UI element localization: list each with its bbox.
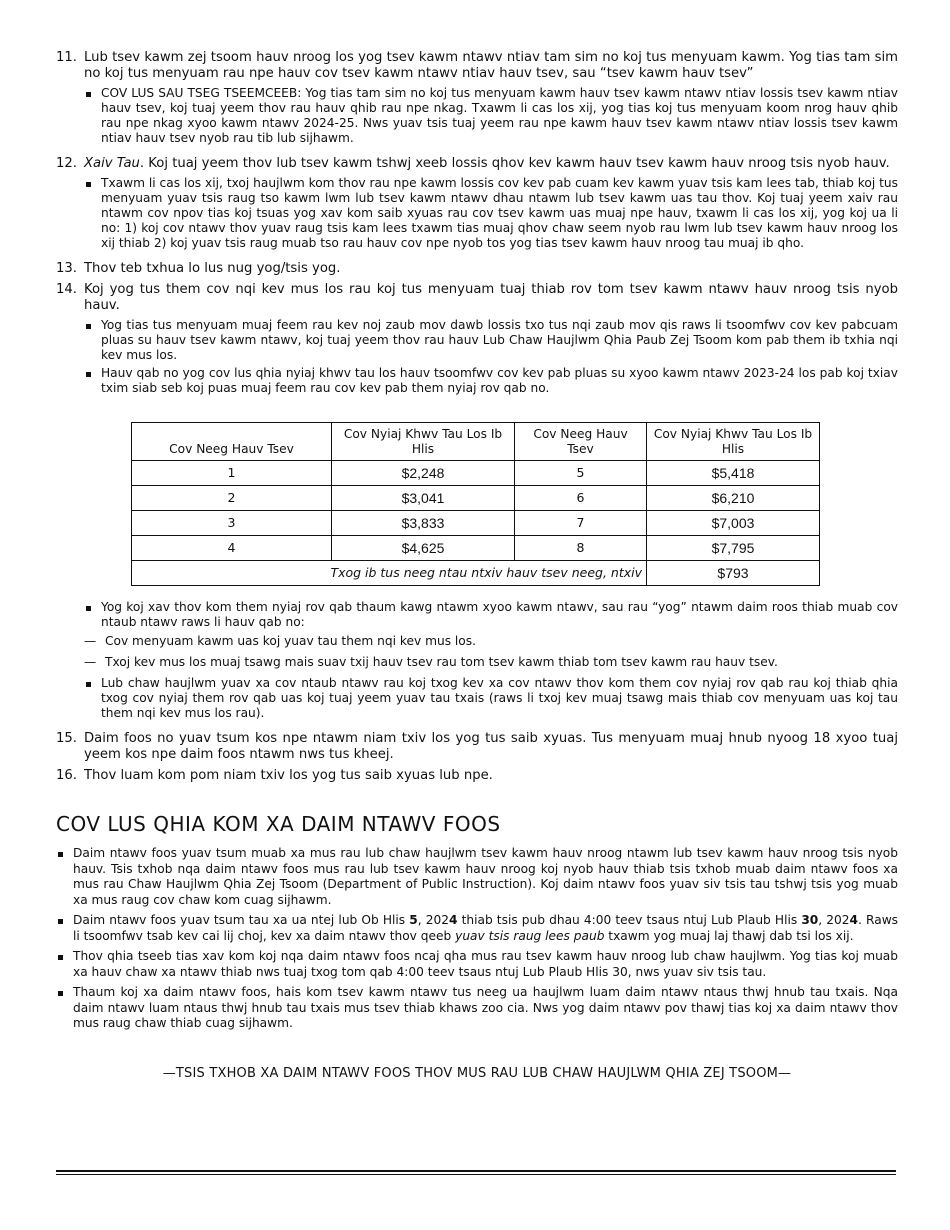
bullet-text: Thaum koj xa daim ntawv foos, hais kom tsev kawm ntawv tus neeg ua haujlwm luam daim ntawv ntaus thwj hnub tau txais. Nqa daim ntawv luam ntaus thwj hnub tau txais mus tsev thiab khaws zoo cia. Nws yog daim ntawv pov thawj tias koj xa daim ntawv thov mus raug chaw thiab cuag sijhawm.	[73, 985, 898, 1030]
col-header: Cov Nyiaj Khwv Tau Los Ib Hlis	[332, 423, 515, 461]
monthly-income: $7,795	[647, 536, 820, 561]
item-number: 13.	[56, 261, 77, 276]
household-size: 2	[132, 486, 332, 511]
table-footer-row	[132, 561, 820, 586]
list-item-15	[56, 731, 898, 763]
bullet-text: Yog tias tus menyuam muaj feem rau kev noj zaub mov dawb lossis txo tus nqi zaub mov qis raws li tsoomfwv cov kev pabcuam pluas su hauv tsev kawm ntawv, koj tuaj yeem thov rau hauv Lub Chaw Haujlwm Qhia Paub Zej Tsoom kom pab them ib txhia nqi kev mus los.	[101, 318, 898, 362]
item-text: Koj yog tus them cov nqi kev mus los rau koj tus menyuam tuaj thiab rov tom tsev kawm ntawv hauv nroog tsis nyob hauv.	[84, 282, 898, 313]
bullet-text: Daim ntawv foos yuav tsum muab xa mus rau lub chaw haujlwm tsev kawm hauv nroog ntawm lub tsev kawm hauv nroog tsis nyob hauv. Tsis txhob nqa daim ntawv foos mus rau lub tsev kawm hauv nroog koj nyob hauv thiab tsis txhob muab daim ntawv foos xa mus rau Chaw Haujlwm Qhia Zej Tsoom (Department of Public Instruction). Koj daim ntawv foos yuav siv tsis tau tshwj tsis yog muab xa mus raug cov chaw kom cuag sijhawm.	[73, 846, 898, 907]
bullet	[56, 913, 898, 944]
additional-person-label: Txog ib tus neeg ntau ntxiv hauv tsev neeg, ntxiv	[132, 561, 647, 586]
instructions-list	[56, 846, 898, 1032]
dash-item: — Cov menyuam kawm uas koj yuav tau them nqi kev mus los.	[84, 634, 476, 648]
item-number: 11.	[56, 50, 77, 65]
household-size: 6	[515, 486, 647, 511]
list-item-16	[56, 768, 898, 784]
bullet-text: Txawm li cas los xij, txoj haujlwm kom thov rau npe kawm lossis cov kev pab cuam kev kawm yuav tsis kam lees tab, thiab koj tus menyuam yuav tsis raug tso kawm lwm lub tsev kawm ntawv dhau ntawm lub tsev kawm uas tau thov. Koj tuaj yeem xaiv rau ntawm cov npov tias koj tsuas yog xav kom saib xyuas rau cov tsev kawm uas muaj npe hauv, txawm li cas los xij, yog koj ua li no: 1) koj cov ntawv thov yuav raug tsis kam lees txawm tias muaj qhov chaw seem nyob rau lwm lub tsev kawm hauv nroog los xij thiab 2) koj yuav tsis raug muab tso rau hauv cov npe nyob tos yog tias tsev kawm hauv nroog tau muaj ib qho.	[101, 176, 898, 250]
col-header: Cov Neeg Hauv Tsev	[132, 423, 332, 461]
bottom-rule	[56, 1170, 896, 1172]
item-text: Daim foos no yuav tsum kos npe ntawm niam txiv los yog tus saib xyuas. Tus menyuam muaj hnub nyoog 18 xyoo tuaj yeem kos npe daim foos ntawm nws tus kheej.	[84, 731, 898, 762]
col-header: Cov Nyiaj Khwv Tau Los Ib Hlis	[647, 423, 820, 461]
monthly-income: $7,003	[647, 511, 820, 536]
household-size: 8	[515, 536, 647, 561]
table-row	[132, 536, 820, 561]
bullet	[84, 86, 898, 146]
list-item-12	[56, 156, 898, 256]
bullet	[56, 846, 898, 908]
income-table	[131, 422, 820, 586]
col-header: Cov Neeg Hauv Tsev	[515, 423, 647, 461]
item-number: 12.	[56, 156, 77, 171]
table-row	[132, 461, 820, 486]
monthly-income: $2,248	[332, 461, 515, 486]
bullet	[56, 985, 898, 1032]
bullet	[56, 949, 898, 980]
bullet	[84, 176, 898, 251]
monthly-income: $3,833	[332, 511, 515, 536]
monthly-income: $6,210	[647, 486, 820, 511]
monthly-income: $4,625	[332, 536, 515, 561]
bullet-text: Hauv qab no yog cov lus qhia nyiaj khwv tau los hauv tsoomfwv cov kev pab pluas su xyoo kawm ntawv 2023-24 los pab koj txiav txim siab seb koj puas muaj feem rau cov kev pab them nyiaj rov qab no.	[101, 366, 898, 395]
table-header-row	[132, 423, 820, 461]
item-title: Xaiv Tau	[84, 156, 140, 171]
bullet-text: Thov qhia tseeb tias xav kom koj nqa daim ntawv foos ncaj qha mus rau tsev kawm hauv nroog lub chaw haujlwm. Yog tias koj muab xa hauv chaw xa ntawv thiab nws tuaj txog tom qab 4:00 teev tsaus ntuj Lub Plaub Hlis 30, nws yuav siv tsis tau.	[73, 949, 898, 979]
deadline-text: Daim ntawv foos yuav tsum tau xa ua ntej lub Ob Hlis 5, 2024 thiab tsis pub dhau 4:00 teev tsaus ntuj Lub Plaub Hlis 30, 2024. Raws li tsoomfwv tsab kev cai lij choj, kev xa daim ntawv thov qeeb yuav tsis raug lees paub txawm yog muaj laj thawj dab tsi los xij.	[73, 913, 899, 943]
list-item-11	[56, 50, 898, 151]
item-number: 16.	[56, 768, 77, 783]
household-size: 1	[132, 461, 332, 486]
section-heading: COV LUS QHIA KOM XA DAIM NTAWV FOOS	[56, 812, 501, 836]
bullet	[84, 600, 898, 630]
table-row	[132, 511, 820, 536]
table-row	[132, 486, 820, 511]
dash-item: — Txoj kev mus los muaj tsawg mais suav txij hauv tsev rau tom tsev kawm thiab tom tsev kawm rau hauv tsev.	[84, 655, 778, 669]
dash-text: Cov menyuam kawm uas koj yuav tau them nqi kev mus los.	[105, 634, 476, 648]
bullet	[84, 676, 898, 721]
item-text: Thov luam kom pom niam txiv los yog tus saib xyuas lub npe.	[84, 768, 493, 783]
document-page	[56, 50, 898, 1081]
item-number: 14.	[56, 282, 77, 297]
bullet-text: COV LUS SAU TSEG TSEEMCEEB: Yog tias tam sim no koj tus menyuam kawm hauv tsev kawm ntawv ntiav lossis tsev kawm ntiav hauv tsev, koj tuaj yeem thov rau hauv qhib rau npe nkag. Txawm li cas los xij, yog tias koj tus menyuam koom nrog hauv qhib rau npe nkag xyoo kawm ntawv 2024-25. Nws yuav tsis tuaj yeem rau npe kawm hauv tsev kawm ntawv ntiav lossis tsev kawm ntiav hauv tsev nyob rau tib lub sijhawm.	[101, 86, 898, 145]
household-size: 4	[132, 536, 332, 561]
household-size: 7	[515, 511, 647, 536]
additional-person-value: $793	[647, 561, 820, 586]
monthly-income: $5,418	[647, 461, 820, 486]
bullet	[84, 318, 898, 363]
monthly-income: $3,041	[332, 486, 515, 511]
bullet-text: Lub chaw haujlwm yuav xa cov ntaub ntawv rau koj txog kev xa cov ntawv thov kom them cov nyiaj rov qab rau koj thiab qhia txog cov nyiaj them rov qab uas koj tuaj yeem yuav tau txais (raws li txoj kev muaj tsawg mais thiab cov menyuam uas koj tau them nqi kev mus los rau).	[101, 676, 898, 720]
household-size: 5	[515, 461, 647, 486]
item-text: . Koj tuaj yeem thov lub tsev kawm tshwj xeeb lossis qhov kev kawm hauv tsev kawm hauv nroog tsis nyob hauv.	[139, 156, 890, 171]
dash-text: Txoj kev mus los muaj tsawg mais suav txij hauv tsev rau tom tsev kawm thiab tom tsev kawm rau hauv tsev.	[105, 655, 778, 669]
bottom-rule	[56, 1174, 896, 1175]
household-size: 3	[132, 511, 332, 536]
numbered-list	[56, 50, 898, 784]
item-text: Thov teb txhua lo lus nug yog/tsis yog.	[84, 261, 341, 276]
item-text: Lub tsev kawm zej tsoom hauv nroog los yog tsev kawm ntawv ntiav tam sim no koj tus menyuam kawm. Yog tias tam sim no koj tus menyuam rau npe hauv cov tsev kawm ntawv ntiav hauv tsev, sau “tsev kawm hauv tsev”	[84, 50, 898, 81]
item-number: 15.	[56, 731, 77, 746]
bullet	[84, 366, 898, 396]
footer-notice: —TSIS TXHOB XA DAIM NTAWV FOOS THOV MUS RAU LUB CHAW HAUJLWM QHIA ZEJ TSOOM—	[162, 1065, 792, 1081]
list-item-14	[56, 282, 898, 726]
list-item-13	[56, 261, 898, 277]
bullet-text: Yog koj xav thov kom them nyiaj rov qab thaum kawg ntawm xyoo kawm ntawv, sau rau “yog” ntawm daim roos thiab muab cov ntaub ntawv raws li hauv qab no:	[101, 600, 898, 629]
